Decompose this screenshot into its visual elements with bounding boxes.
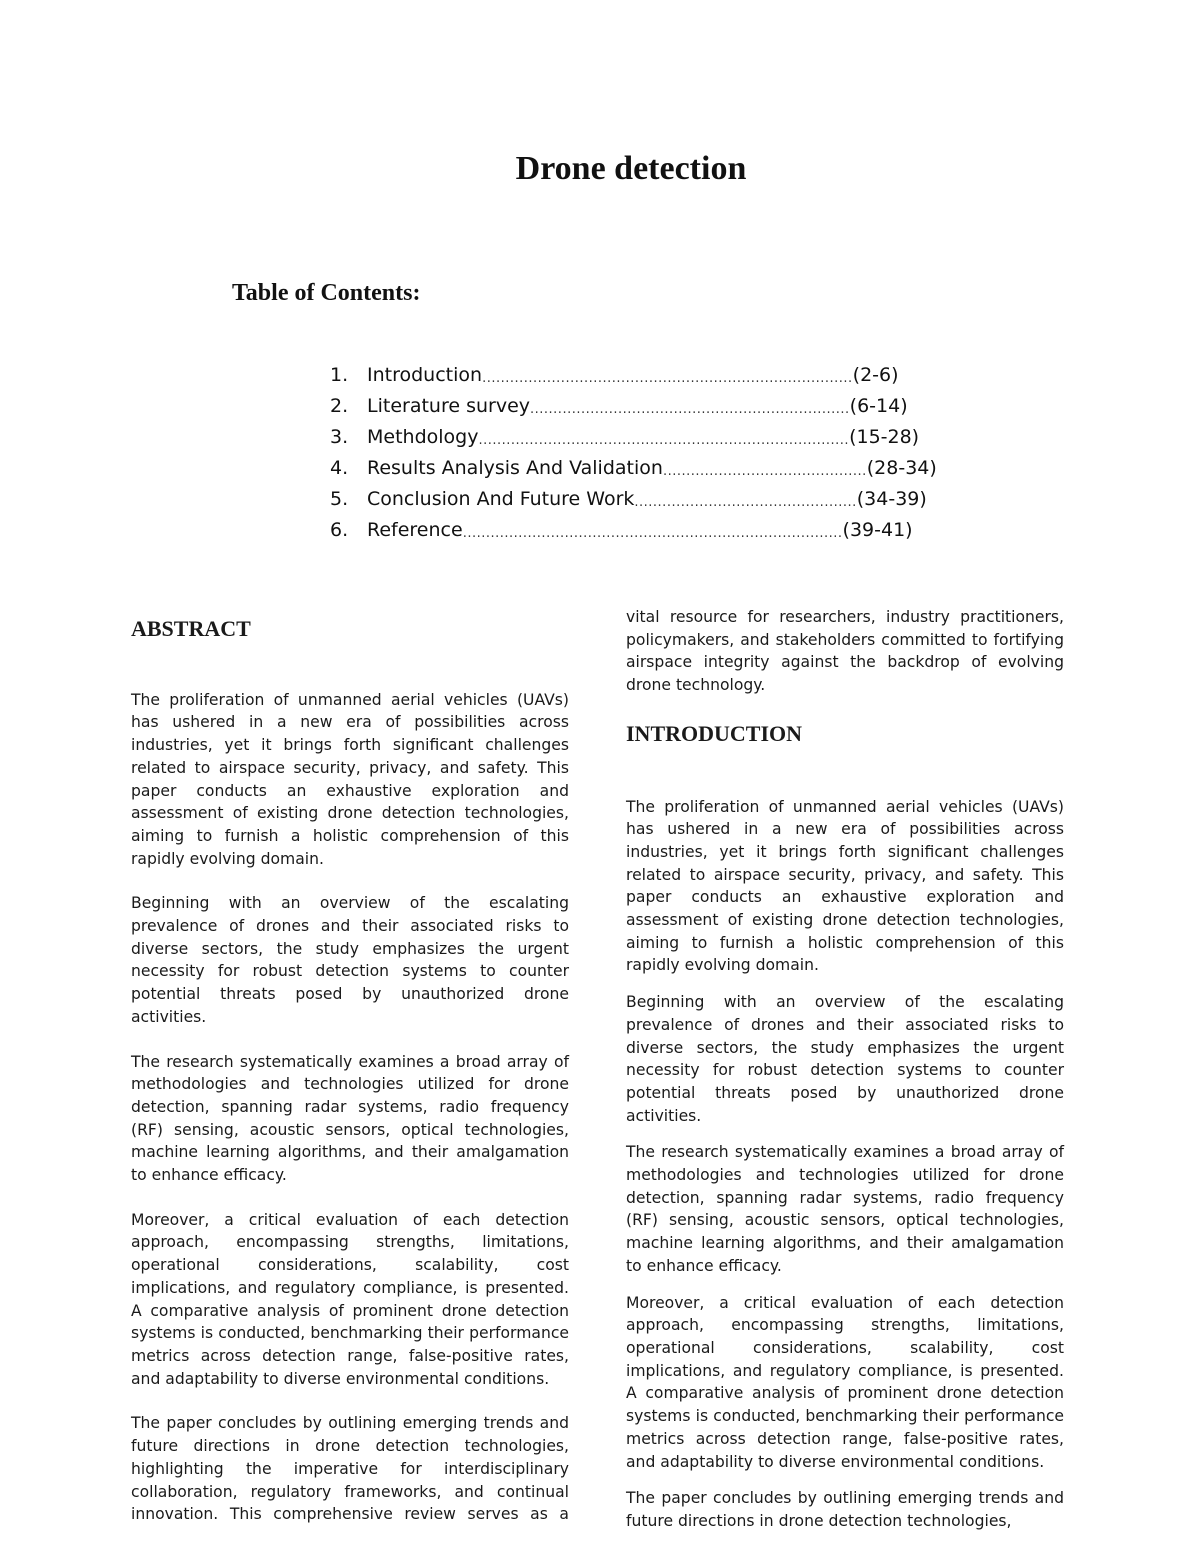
toc-label: Reference (367, 519, 463, 541)
toc-leader-dots: ................................................................................ (482, 371, 853, 386)
toc-number: 6. (330, 519, 349, 541)
right-column (626, 606, 1064, 1547)
toc-number: 3. (330, 426, 349, 448)
table-of-contents (330, 360, 1010, 546)
document-title: Drone detection (515, 150, 747, 187)
abstract-paragraph: The research systematically examines a broad array of methodologies and technologies utilized for drone detection, spanning radar systems, radio frequency (RF) sensing, acoustic sensors, optical technologies, machine learning algorithms, and their amalgamation to enhance efficacy. (131, 1052, 569, 1185)
toc-entry (330, 360, 1010, 391)
abstract-heading: ABSTRACT (131, 616, 251, 641)
toc-label: Introduction (367, 364, 483, 386)
toc-leader-dots: ................................................................................ (478, 433, 850, 448)
abstract-paragraph: The paper concludes by outlining emerging trends and future directions in drone detection technologies, highlighting the imperative for interdisciplinary collaboration, regulatory frameworks, and continual innovation. This comprehensive review serves as a (131, 1414, 569, 1524)
toc-pages: (15-28) (849, 426, 920, 448)
toc-leader-dots: ............................................ (662, 464, 867, 479)
toc-number: 1. (330, 364, 349, 386)
introduction-heading: INTRODUCTION (626, 720, 803, 746)
toc-entry (330, 453, 1010, 484)
toc-leader-dots: ................................................ (634, 495, 857, 510)
toc-pages: (39-41) (842, 519, 913, 541)
toc-label: Methdology (367, 426, 479, 448)
toc-label: Results Analysis And Validation (367, 457, 663, 479)
toc-entry (330, 422, 1010, 453)
toc-label: Conclusion And Future Work (367, 488, 635, 510)
toc-entry (330, 484, 1010, 515)
abstract-paragraph: The proliferation of unmanned aerial vehicles (UAVs) has ushered in a new era of possibilities across industries, yet it brings forth significant challenges related to airspace security, privacy, and safety. This paper conducts an exhaustive exploration and assessment of existing drone detection technologies, aiming to furnish a holistic comprehension of this rapidly evolving domain. (131, 690, 569, 868)
toc-number: 5. (330, 488, 349, 510)
toc-label: Literature survey (367, 395, 531, 417)
toc-number: 4. (330, 457, 349, 479)
toc-entry (330, 391, 1010, 422)
toc-entry (330, 515, 1010, 546)
toc-pages: (6-14) (849, 395, 908, 417)
abstract-continuation: vital resource for researchers, industry practitioners, policymakers, and stakeholders committed to fortifying airspace integrity against the backdrop of evolving drone technology. (626, 608, 1064, 695)
toc-leader-dots: ..................................................................... (530, 402, 850, 417)
toc-pages: (2-6) (852, 364, 899, 386)
introduction-paragraph: Beginning with an overview of the escalating prevalence of drones and their associated risks to diverse sectors, the study emphasizes the urgent necessity for robust detection systems to counter potential threats posed by unauthorized drone activities. (626, 993, 1064, 1125)
toc-leader-dots: .................................................................................. (462, 526, 843, 541)
abstract-column (131, 612, 569, 1548)
toc-number: 2. (330, 395, 349, 417)
toc-heading: Table of Contents: (232, 280, 421, 306)
introduction-paragraph: The paper concludes by outlining emerging trends and future directions in drone detection technologies, (626, 1489, 1064, 1530)
toc-pages: (28-34) (866, 457, 937, 479)
introduction-paragraph: The research systematically examines a broad array of methodologies and technologies utilized for drone detection, spanning radar systems, radio frequency (RF) sensing, acoustic sensors, optical technologies, machine learning algorithms, and their amalgamation to enhance efficacy. (626, 1143, 1064, 1275)
abstract-paragraph: Moreover, a critical evaluation of each detection approach, encompassing strengths, limitations, operational considerations, scalability, cost implications, and regulatory compliance, is presented. A comparative analysis of prominent drone detection systems is conducted, benchmarking their performance metrics across detection range, false-positive rates, and adaptability to diverse environmental conditions. (131, 1210, 569, 1388)
abstract-paragraph: Beginning with an overview of the escalating prevalence of drones and their associated risks to diverse sectors, the study emphasizes the urgent necessity for robust detection systems to counter potential threats posed by unauthorized drone activities. (131, 894, 569, 1026)
toc-pages: (34-39) (856, 488, 927, 510)
introduction-paragraph: Moreover, a critical evaluation of each detection approach, encompassing strengths, limitations, operational considerations, scalability, cost implications, and regulatory compliance, is presented. A comparative analysis of prominent drone detection systems is conducted, benchmarking their performance metrics across detection range, false-positive rates, and adaptability to diverse environmental conditions. (626, 1293, 1064, 1471)
introduction-paragraph: The proliferation of unmanned aerial vehicles (UAVs) has ushered in a new era of possibilities across industries, yet it brings forth significant challenges related to airspace security, privacy, and safety. This paper conducts an exhaustive exploration and assessment of existing drone detection technologies, aiming to furnish a holistic comprehension of this rapidly evolving domain. (626, 797, 1064, 975)
